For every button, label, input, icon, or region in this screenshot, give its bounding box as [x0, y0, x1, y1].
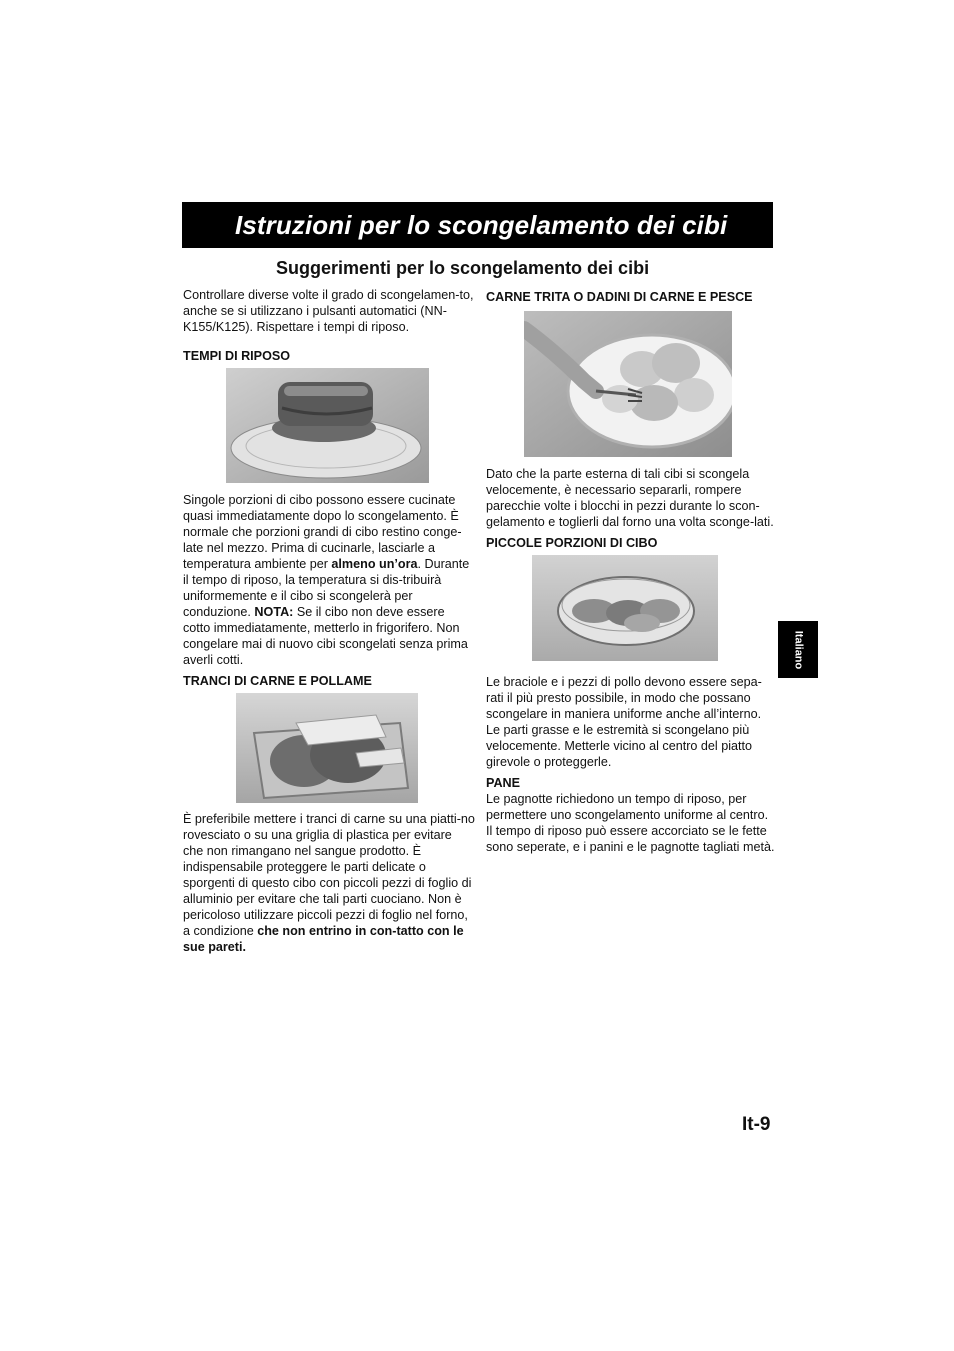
intro-paragraph: Controllare diverse volte il grado di scongelamen-to, anche se si utilizzano i pulsanti automatici (NN-K155/K125). Rispettare i tempi di riposo.: [183, 288, 474, 334]
photo-minced-meat-plate: [524, 311, 732, 457]
title-bar: [182, 202, 773, 248]
heading-piccole-porzioni: PICCOLE PORZIONI DI CIBO: [486, 536, 658, 550]
heading-tempi-di-riposo: TEMPI DI RIPOSO: [183, 349, 291, 363]
page-number: It-9: [742, 1114, 771, 1135]
left-column: [183, 287, 475, 955]
heading-tranci-di-carne: TRANCI DI CARNE E POLLAME: [183, 674, 372, 688]
photo-chicken-with-foil: [236, 693, 418, 803]
language-tab: [778, 621, 818, 678]
paragraph-tempi-di-riposo: Singole porzioni di cibo possono essere cucinate quasi immediatamente dopo lo scongelamento. È normale che porzioni grandi di cibo restino conge-late nel mezzo. Prima di cucinarle, lasciarle a temperatura ambiente per almeno un’ora. Durante il tempo di riposo, la temperatura si dis-tribuirà uniformemente e il cibo si scongelerà per conduzione. NOTA: Se il cibo non deve essere cotto immediatamente, metterlo in frigorifero. Non congelare mai di nuovo cibi scongelati senza prima averli cotti.: [183, 493, 470, 667]
language-tab-label: Italiano: [791, 630, 804, 669]
paragraph-tranci-di-carne: È preferibile mettere i tranci di carne su una piatti-no rovesciato o su una griglia di plastica per evitare che non rimangano nel sangue prodotto. È indispensabile proteggere le parti delicate o sporgenti di questo cibo con piccoli pezzi di foglio di alluminio per evitare che tali parti cuociano. Non è pericoloso utilizzare piccoli pezzi di foglio nel forno, a condizione che non entrino in con-tatto con le sue pareti.: [183, 812, 475, 954]
photo-glass-dish-chops: [532, 555, 718, 661]
page-title: Istruzioni per lo scongelamento dei cibi: [235, 209, 728, 240]
paragraph-pane: Le pagnotte richiedono un tempo di riposo, per permettere uno scongelamento uniforme al centro. Il tempo di riposo può essere accorciato se le fette sono seperate, e i panini e le pagnotte tagliati metà.: [486, 792, 775, 854]
photo-roast-on-turntable: [226, 368, 429, 483]
paragraph-carne-trita: Dato che la parte esterna di tali cibi si scongela velocemente, è necessario separarli, rompere parecchie volte i blocchi in pezzi durante lo scon-gelamento e toglierli dal forno una volta sconge-lati.: [486, 467, 774, 529]
paragraph-piccole-porzioni: Le braciole e i pezzi di pollo devono essere sepa-rati il più presto possibile, in modo che possano scongelare in maniera uniforme anche all’interno. Le parti grasse e le estremità si scongelano più velocemente. Metterle vicino al centro del piatto girevole o proteggerle.: [486, 675, 762, 769]
right-column: [486, 289, 776, 855]
section-subtitle: Suggerimenti per lo scongelamento dei cibi: [276, 258, 650, 278]
heading-pane: PANE: [486, 776, 521, 790]
heading-carne-trita: CARNE TRITA O DADINI DI CARNE E PESCE: [486, 290, 753, 304]
